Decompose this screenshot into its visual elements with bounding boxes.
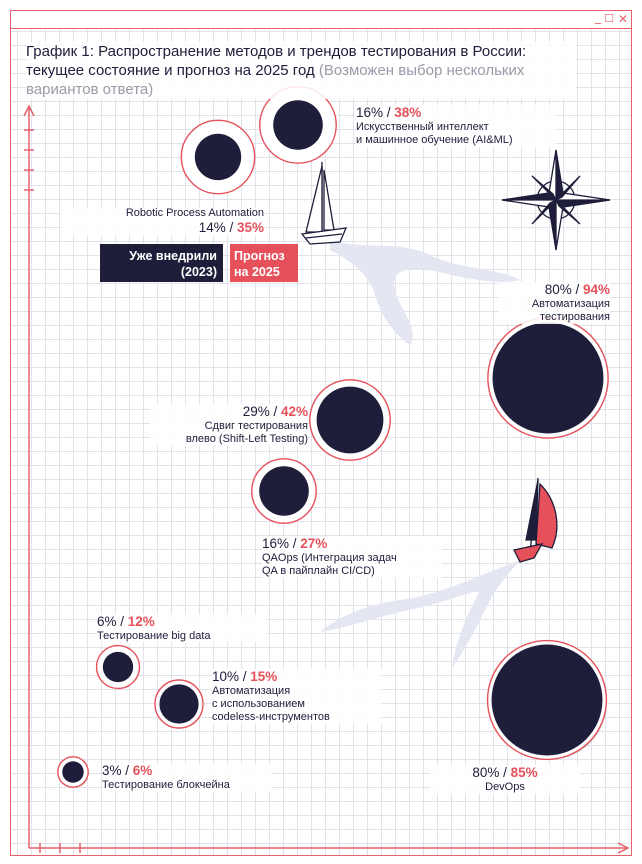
forecast-value-devops: 85% [510,765,538,780]
forecast-value-test-automation: 94% [582,282,610,297]
bubble-current-qaops [259,466,309,516]
value-pair-codeless [212,669,382,685]
value-pair-ai-ml [356,105,556,121]
chart-title [26,42,576,99]
category-name-devops: DevOps [485,781,525,793]
forecast-value-codeless: 15% [250,669,278,684]
current-value-shift-left: 29% / [242,404,281,419]
value-pair-qaops [262,536,442,552]
close-icon[interactable]: ✕ [617,12,628,26]
bubble-current-devops [492,645,603,756]
maximize-icon[interactable]: ☐ [604,12,614,25]
chart-title-text: График 1: Распространение методов и трендов тестирования в России: текущее состояние и прогноз на 2025 год [26,43,527,79]
category-name-test-automation: Автоматизация тестирования [531,298,610,323]
forecast-value-big-data: 12% [127,614,155,629]
x-axis [29,843,628,853]
data-label-blockchain [102,763,272,792]
bubble-current-ai-ml [273,100,323,150]
current-value-qaops: 16% / [262,536,301,551]
legend-current: Уже внедрили (2023) [100,244,223,282]
value-pair-shift-left [150,404,308,420]
current-value-rpa: 14% / [198,220,237,235]
compass-rose-icon [502,150,610,250]
minimize-icon[interactable]: _ [595,10,601,24]
legend-forecast: Прогноз на 2025 [230,244,298,282]
data-label-rpa [60,207,264,236]
category-name-blockchain: Тестирование блокчейна [102,779,230,791]
category-name-big-data: Тестирование big data [97,630,211,642]
forecast-value-ai-ml: 38% [394,105,422,120]
data-label-big-data [97,614,267,643]
bubble-current-blockchain [62,761,83,782]
category-name-shift-left: Сдвиг тестирования влево (Shift-Left Testing) [185,420,308,445]
data-label-devops [430,765,580,794]
data-label-qaops [262,536,442,578]
sailboat-red-icon [514,478,557,562]
value-pair-big-data [97,614,267,630]
y-axis [24,106,34,848]
data-label-codeless [212,669,382,724]
bubble-current-rpa [195,134,241,180]
forecast-value-blockchain: 6% [132,763,153,778]
category-name-codeless: Автоматизация с использованием codeless-инструментов [212,685,330,723]
value-pair-test-automation [498,282,610,298]
current-value-codeless: 10% / [212,669,251,684]
bubble-current-big-data [103,652,133,682]
category-name-ai-ml: Искусственный интеллект и машинное обучение (AI&ML) [356,121,513,146]
bubble-current-test-automation [493,323,604,434]
value-pair-blockchain [102,763,272,779]
current-value-devops: 80% / [472,765,511,780]
bubble-current-codeless [159,684,198,723]
chart-title-note: (Возможен выбор нескольких вариантов ответа) [26,62,525,98]
value-pair-rpa [60,220,264,236]
forecast-value-shift-left: 42% [280,404,308,419]
forecast-value-rpa: 35% [236,220,264,235]
forecast-value-qaops: 27% [300,536,328,551]
current-value-big-data: 6% / [97,614,128,629]
sailboat-white-icon [302,162,346,244]
current-value-blockchain: 3% / [102,763,133,778]
category-name-rpa: Robotic Process Automation [125,207,264,219]
data-label-ai-ml [356,105,556,147]
bubble-current-shift-left [317,387,384,454]
value-pair-devops [430,765,580,781]
category-name-qaops: QAOps (Интеграция задач QA в пайплайн CI/CD) [262,552,397,577]
current-value-test-automation: 80% / [544,282,583,297]
data-label-shift-left [150,404,308,446]
data-label-test-automation [498,282,610,324]
current-value-ai-ml: 16% / [356,105,395,120]
